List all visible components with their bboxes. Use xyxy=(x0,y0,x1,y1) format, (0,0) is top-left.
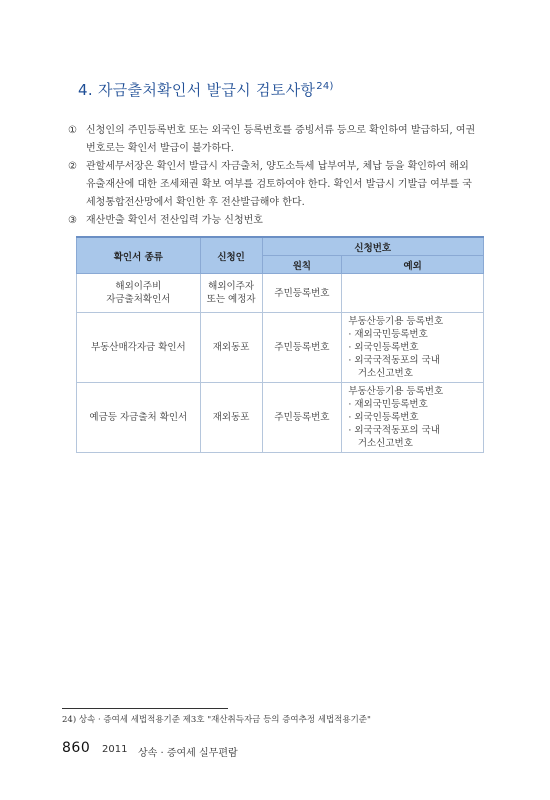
footer-year: 2011 xyxy=(102,744,128,755)
cell-principle: 주민등록번호 xyxy=(262,383,342,453)
page-number: 860 xyxy=(62,740,91,756)
paragraph-line: 유출재산에 대한 조세채권 확보 여부를 검토하여야 한다. 확인서 발급시 기발급 여부를 국 xyxy=(86,179,472,190)
paragraph-number: ② xyxy=(68,161,77,172)
paragraph-line: 세청통합전산망에서 확인한 후 전산발급해야 한다. xyxy=(86,197,305,208)
paragraph-line: 번호로는 확인서 발급이 불가하다. xyxy=(86,143,234,154)
cell-applicant: 재외동포 xyxy=(200,383,262,453)
footnote-text: 24) 상속 · 증여세 세법적용기준 제3호 "재산취득자금 등의 증여추정 세법적용기준" xyxy=(62,715,371,725)
cell-exception xyxy=(342,274,484,313)
cell-type: 예금등 자금출처 확인서 xyxy=(77,383,201,453)
footer-book-title: 상속 · 증여세 실무편람 xyxy=(138,748,238,759)
header-exception: 예외 xyxy=(342,256,484,274)
paragraph-line: 재산반출 확인서 전산입력 가능 신청번호 xyxy=(86,215,263,226)
paragraph-line: 신청인의 주민등록번호 또는 외국인 등록번호를 증빙서류 등으로 확인하여 발급하되, 여권 xyxy=(86,125,476,136)
header-principle: 원칙 xyxy=(262,256,342,274)
table-row xyxy=(77,383,484,453)
header-type: 확인서 종류 xyxy=(77,237,201,274)
table-row xyxy=(77,274,484,313)
footnote-reference: 24) xyxy=(316,81,334,92)
cell-principle: 주민등록번호 xyxy=(262,274,342,313)
paragraph-line: 관할세무서장은 확인서 발급시 자금출처, 양도소득세 납부여부, 체납 등을 확인하여 해외 xyxy=(86,161,469,172)
cell-applicant: 재외동포 xyxy=(200,313,262,383)
paragraph-1 xyxy=(70,122,490,158)
header-app-number: 신청번호 xyxy=(262,237,483,256)
cell-type: 해외이주비 자금출처확인서 xyxy=(77,274,201,313)
paragraph-number: ① xyxy=(68,125,77,136)
paragraph-3 xyxy=(70,212,490,230)
cell-exception: 부동산등기용 등록번호 · 재외국민등록번호 · 외국인등록번호 · 외국국적동포의 국내 거소신고번호 xyxy=(342,383,484,453)
cell-type: 부동산매각자금 확인서 xyxy=(77,313,201,383)
application-number-table xyxy=(76,236,484,453)
cell-exception: 부동산등기용 등록번호 · 재외국민등록번호 · 외국인등록번호 · 외국국적동포의 국내 거소신고번호 xyxy=(342,313,484,383)
cell-principle: 주민등록번호 xyxy=(262,313,342,383)
footnote-divider xyxy=(62,708,228,709)
section-title: 4. 자금출처확인서 발급시 검토사항$^{24)}$ xyxy=(78,81,334,99)
cell-applicant: 해외이주자 또는 예정자 xyxy=(200,274,262,313)
paragraph-number: ③ xyxy=(68,215,77,226)
table-row xyxy=(77,313,484,383)
header-applicant: 신청인 xyxy=(200,237,262,274)
paragraph-2 xyxy=(70,158,490,212)
